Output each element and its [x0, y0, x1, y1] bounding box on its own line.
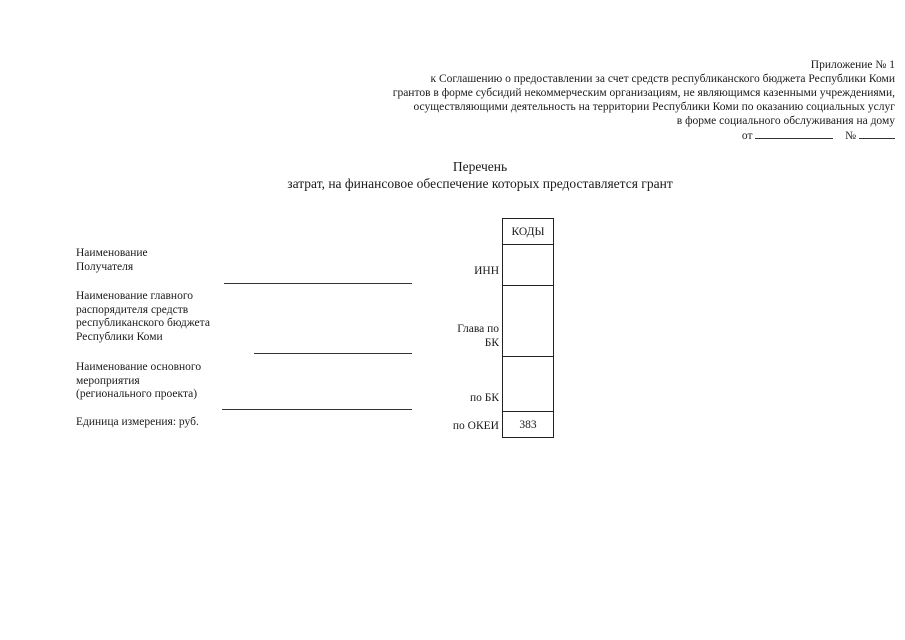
main-event-label-line-3: (регионального проекта) [76, 388, 198, 400]
administrator-label-line-4: Республики Коми [76, 330, 163, 343]
recipient-label [76, 247, 148, 274]
okei-code-value: 383 [519, 418, 537, 431]
administrator-label-line-1: Наименование главного [76, 290, 194, 302]
administrator-label-line-3: республиканского бюджета [76, 317, 210, 329]
po-bk-code-cell[interactable] [502, 356, 554, 412]
main-event-label-line-1: Наименование основного [76, 361, 202, 373]
number-prefix: № [845, 130, 857, 142]
header-grants-line: грантов в форме субсидий некоммерческим организациям, не являющимся казенными учреждениями, [392, 87, 895, 99]
okei-label: по ОКЕИ [452, 420, 499, 432]
appendix-number: Приложение № 1 [810, 59, 895, 71]
glava-bk-label [457, 323, 499, 350]
date-prefix: от [741, 130, 753, 142]
glava-bk-label-line-2: БК [484, 336, 499, 349]
administrator-name-line[interactable] [254, 353, 412, 354]
header-activity-line: осуществляющими деятельность на территории Республики Коми по оказанию социальных услуг [413, 101, 895, 113]
header-agreement-line: к Соглашению о предоставлении за счет средств республиканского бюджета Республики Коми [430, 73, 895, 85]
date-blank [755, 128, 833, 139]
recipient-name-line[interactable] [224, 283, 412, 284]
inn-label: ИНН [474, 265, 499, 277]
codes-header-text: КОДЫ [511, 225, 545, 238]
recipient-label-line-2: Получателя [76, 260, 134, 273]
glava-bk-code-cell[interactable] [502, 285, 554, 357]
codes-header [502, 218, 554, 245]
recipient-label-line-1: Наименование [76, 247, 148, 259]
okei-code-cell[interactable] [502, 411, 554, 438]
administrator-label [76, 290, 210, 344]
header-date-number-line [742, 128, 895, 143]
main-event-label [76, 361, 201, 402]
administrator-label-line-2: распорядителя средств [76, 303, 189, 316]
unit-label: Единица измерения: руб. [76, 416, 199, 428]
number-blank [859, 128, 895, 139]
inn-code-cell[interactable] [502, 244, 554, 286]
document-subtitle: затрат, на финансовое обеспечение которых предоставляется грант [287, 176, 673, 191]
header-service-line: в форме социального обслуживания на дому [676, 115, 895, 127]
document-title: Перечень [452, 159, 508, 174]
main-event-label-line-2: мероприятия [76, 374, 140, 387]
glava-bk-label-line-1: Глава по [457, 323, 499, 335]
po-bk-label: по БК [469, 392, 499, 404]
main-event-name-line[interactable] [222, 409, 412, 410]
